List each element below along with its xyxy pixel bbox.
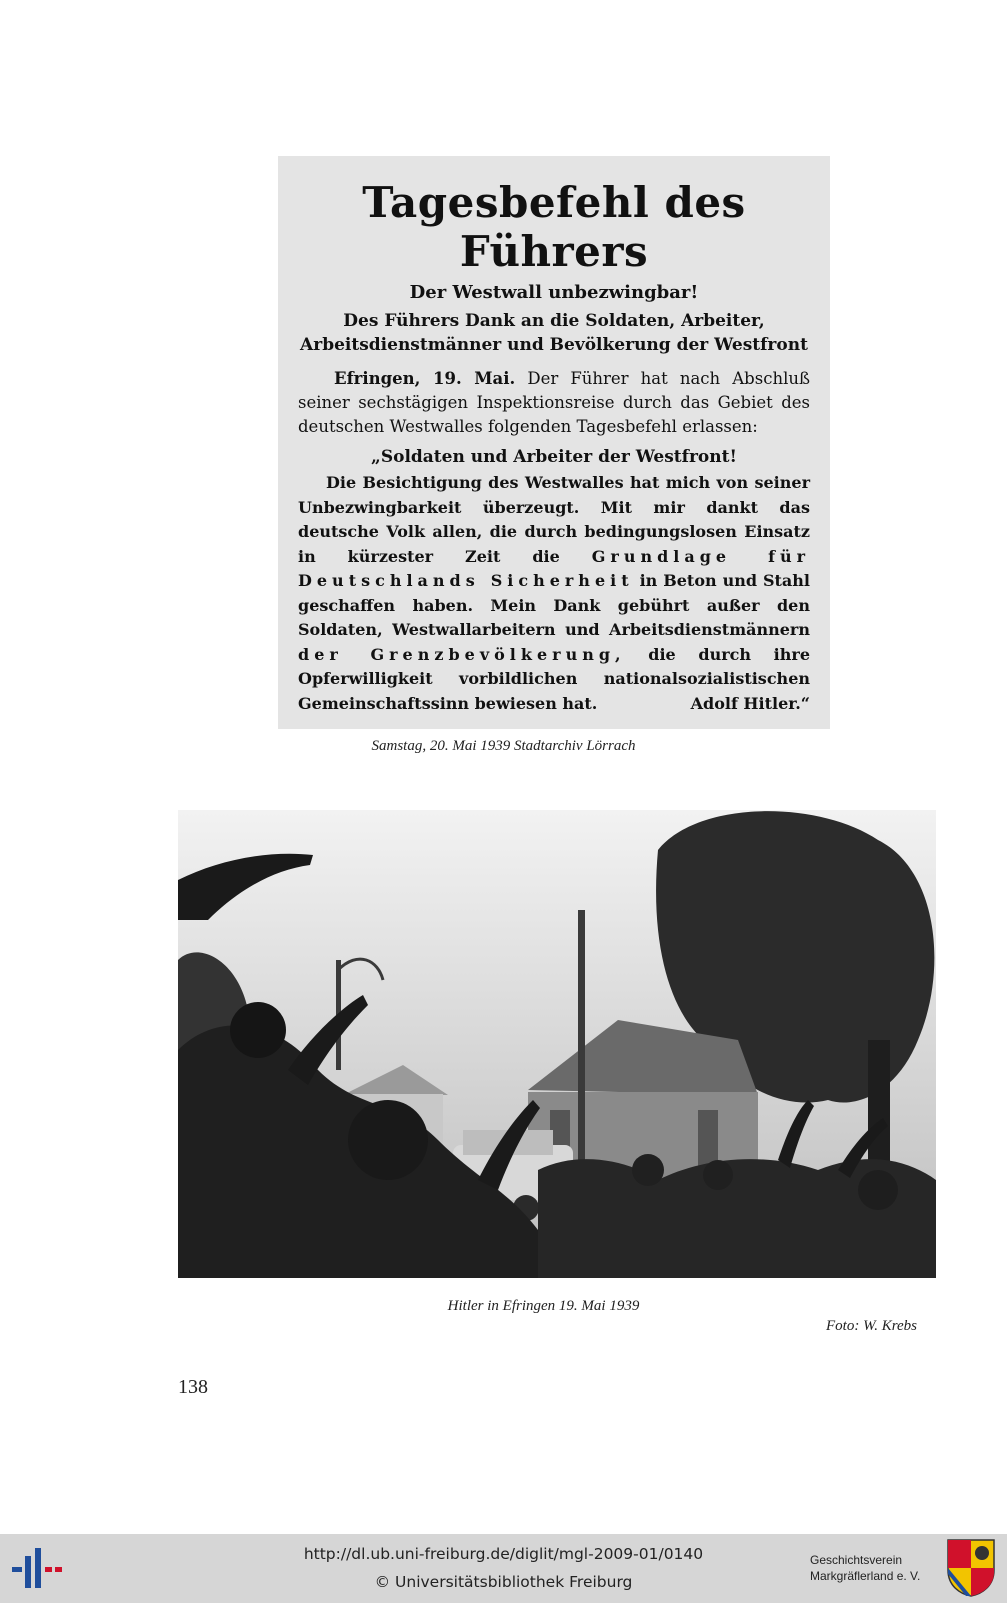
historical-photo [178,810,936,1278]
footer-url-link[interactable]: http://dl.ub.uni-freiburg.de/diglit/mgl-2009-01/0140 [303,1545,704,1563]
clipping-body-part-3: die durch ihre Opferwilligkeit vorbildlichen nationalsozialistischen Gemeinschaftssinn bewiesen hat. [298,644,810,713]
clipping-title: Tagesbefehl des Führers [362,178,746,276]
coat-of-arms-icon [946,1538,996,1598]
clipping-subheading: Des Führers Dank an die Soldaten, Arbeiter, Arbeitsdienstmänner und Bevölkerung der Westfront [300,311,808,355]
clipping-intro [298,367,810,439]
clipping-subtitle: Der Westwall unbezwingbar! [409,282,699,303]
page-number: 138 [178,1376,208,1398]
clipping-body-part-2: in Beton und Stahl geschaffen haben. Mein Dank gebührt außer den Soldaten, Westwallarbeitern und Arbeitsdienstmännern [298,571,811,639]
clipping-quote-heading: „Soldaten und Arbeiter der Westfront! [371,447,737,467]
clipping-dateline: Efringen, 19. Mai. [334,369,516,388]
clipping-signature: Adolf Hitler.“ [690,693,810,713]
clipping-caption: Samstag, 20. Mai 1939 Stadtarchiv Lörrach [371,738,636,754]
clipping-body [298,471,810,716]
society-name [810,1552,920,1584]
photo-caption: Hitler in Efringen 19. Mai 1939 [447,1298,640,1314]
footer-copyright: © Universitätsbibliothek Freiburg [374,1573,633,1591]
crowd-photo-illustration [178,810,936,1278]
clipping-body-emphasis-1: Grundlage für Deutschlands Sicherheit [298,546,811,590]
clipping-intro-text: Der Führer hat nach Abschluß seiner sechstägigen Inspektionsreise durch das Gebiet des deutschen Westwalles folgenden Tagesbefehl erlassen: [298,369,810,436]
photo-credit: Foto: W. Krebs [826,1318,917,1334]
society-name-line2: Markgräflerland e. V. [810,1569,921,1583]
clipping-body-part-1: Die Besichtigung des Westwalles hat mich von seiner Unbezwingbarkeit überzeugt. Mit mir dankt das deutsche Volk allen, die durch bedingungslosen Einsatz in kürzester Zeit die [298,473,810,566]
society-name-line1: Geschichtsverein [810,1553,903,1567]
clipping-body-emphasis-2: der Grenzbevölkerung, [298,644,626,664]
library-footer [0,1534,1007,1603]
newspaper-clipping [278,156,830,729]
